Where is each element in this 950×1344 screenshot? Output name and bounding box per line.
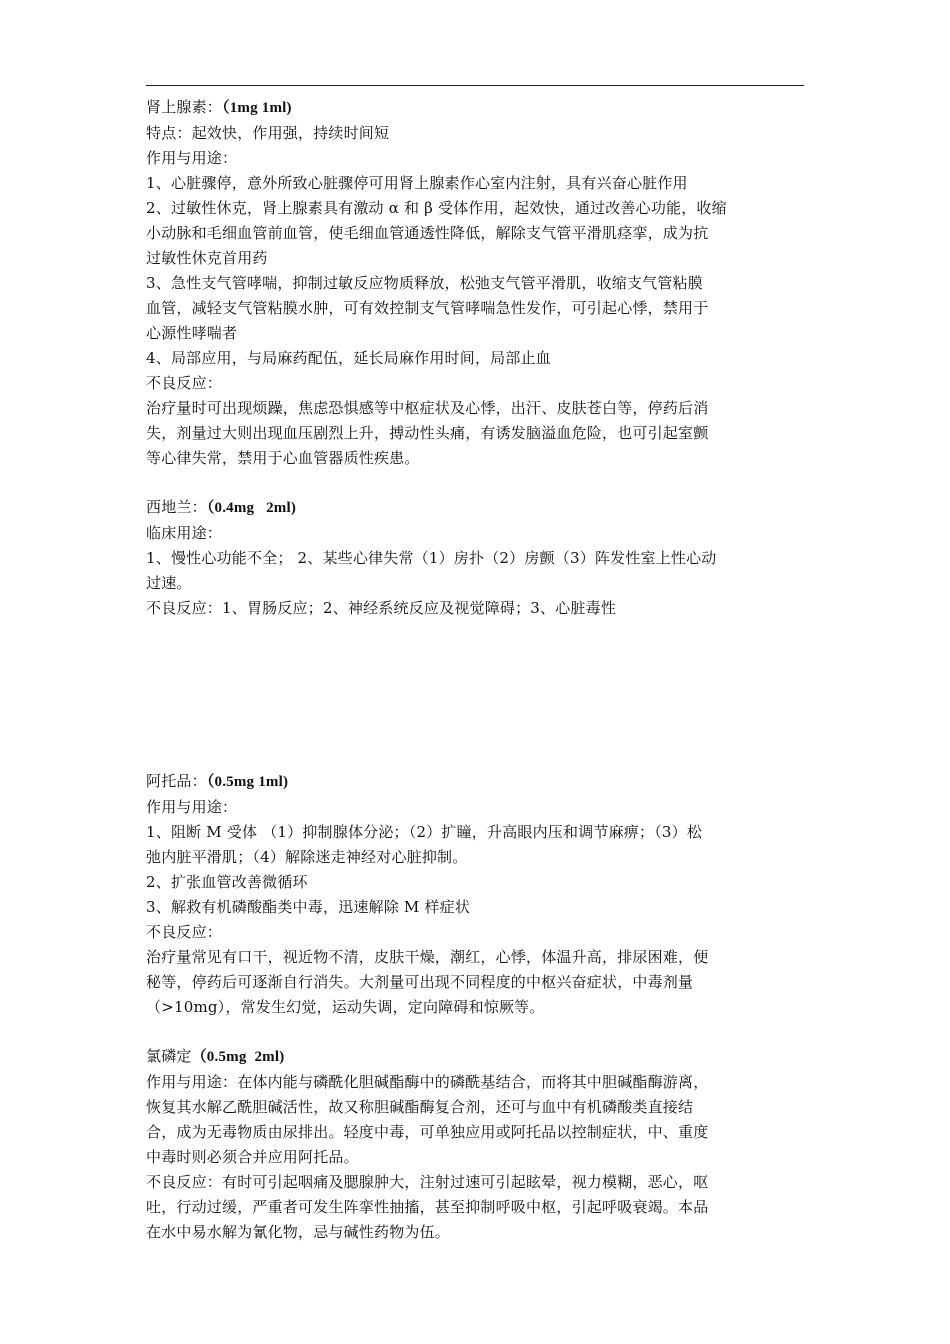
text-line: 作用与用途：在体内能与磷酰化胆碱酯酶中的磷酰基结合，而将其中胆碱酯酶游离， [146, 1073, 709, 1091]
text-line: 合，成为无毒物质由尿排出。轻度中毒，可单独应用或阿托品以控制症状，中、重度 [146, 1123, 709, 1141]
drug-dose: （0.4mg 2ml) [206, 500, 297, 516]
text-line: 过敏性休克首用药 [146, 249, 268, 267]
text-line: 中毒时则必须合并应用阿托品。 [146, 1148, 359, 1166]
text-line: 1、心脏骤停，意外所致心脏骤停可用肾上腺素作心室内注射，具有兴奋心脏作用 [146, 174, 688, 192]
text-line: 秘等，停药后可逐渐自行消失。大剂量可出现不同程度的中枢兴奋症状，中毒剂量 [146, 973, 694, 991]
header-rule [146, 85, 804, 86]
text-line: 失，剂量过大则出现血压剧烈上升，搏动性头痛，有诱发脑溢血危险，也可引起室颤 [146, 424, 709, 442]
text-line: 临床用途： [146, 524, 223, 542]
text-line: 治疗量时可出现烦躁，焦虑恐惧感等中枢症状及心悸，出汗、皮肤苍白等，停药后消 [146, 399, 709, 417]
text-line: 恢复其水解乙酰胆碱活性，故又称胆碱酯酶复合剂，还可与血中有机磷酸类直接结 [146, 1098, 694, 1116]
drug-name: 肾上腺素： [146, 98, 223, 116]
text-line: 等心律失常，禁用于心血管器质性疾患。 [146, 449, 420, 467]
drug-name: 阿托品： [146, 772, 207, 790]
text-line: 3、急性支气管哮喘，抑制过敏反应物质释放，松弛支气管平滑肌，收缩支气管粘膜 [146, 274, 703, 292]
drug-name: 氯磷定 [146, 1047, 192, 1065]
document-body [146, 95, 806, 1245]
text-line: 治疗量常见有口干，视近物不清，皮肤干燥，潮红，心悸，体温升高，排尿困难，便 [146, 948, 709, 966]
section-heading [146, 95, 806, 121]
section-heading [146, 495, 806, 521]
text-line: 不良反应： [146, 923, 223, 941]
text-line: 不良反应：有时可引起咽痛及腮腺肿大，注射过速可引起眩晕，视力模糊，恶心，呕 [146, 1173, 709, 1191]
text-line: 心源性哮喘者 [146, 324, 238, 342]
text-line: 2、扩张血管改善微循环 [146, 873, 308, 891]
drug-dose: （0.5mg 1ml) [206, 774, 289, 790]
section-pralidoxime [146, 1044, 806, 1245]
text-line: 吐，行动过缓，严重者可发生阵挛性抽搐，甚至抑制呼吸中枢，引起呼吸衰竭。本品 [146, 1198, 709, 1216]
text-line: 特点：起效快，作用强，持续时间短 [146, 124, 390, 142]
drug-dose: （0.5mg 2ml) [191, 1049, 285, 1065]
section-cedilanid [146, 495, 806, 621]
text-line: 4、局部应用，与局麻药配伍，延长局麻作用时间，局部止血 [146, 349, 551, 367]
text-line: 血管，减轻支气管粘膜水肿，可有效控制支气管哮喘急性发作，可引起心悸，禁用于 [146, 299, 709, 317]
spacer [146, 471, 806, 495]
text-line: 作用与用途： [146, 798, 238, 816]
text-line: 弛内脏平滑肌；（4）解除迷走神经对心脏抑制。 [146, 848, 468, 866]
section-adrenaline [146, 95, 806, 471]
spacer [146, 1020, 806, 1044]
text-line: 3、解救有机磷酸酯类中毒，迅速解除 M 样症状 [146, 898, 471, 916]
section-heading [146, 769, 806, 795]
text-line: （>10mg），常发生幻觉，运动失调，定向障碍和惊厥等。 [146, 998, 545, 1016]
text-line: 在水中易水解为氰化物，忌与碱性药物为伍。 [146, 1223, 451, 1241]
text-line: 不良反应：1、胃肠反应；2、神经系统反应及视觉障碍；3、心脏毒性 [146, 599, 617, 617]
text-line: 1、阻断 M 受体 （1）抑制腺体分泌；（2）扩瞳，升高眼内压和调节麻痹；（3）松 [146, 823, 703, 841]
text-line: 过速。 [146, 574, 192, 592]
section-heading [146, 1044, 806, 1070]
text-line: 1、慢性心功能不全； 2、某些心律失常（1）房扑（2）房颤（3）阵发性室上性心动 [146, 549, 717, 567]
text-line: 作用与用途： [146, 149, 238, 167]
spacer [146, 621, 806, 769]
text-line: 2、过敏性休克，肾上腺素具有激动 α 和 β 受体作用，起效快，通过改善心功能，收缩 [146, 199, 727, 217]
drug-dose: （1mg 1ml) [222, 100, 292, 116]
section-atropine [146, 769, 806, 1020]
drug-name: 西地兰： [146, 498, 207, 516]
text-line: 不良反应： [146, 374, 223, 392]
text-line: 小动脉和毛细血管前血管，使毛细血管通透性降低，解除支气管平滑肌痉挛，成为抗 [146, 224, 709, 242]
